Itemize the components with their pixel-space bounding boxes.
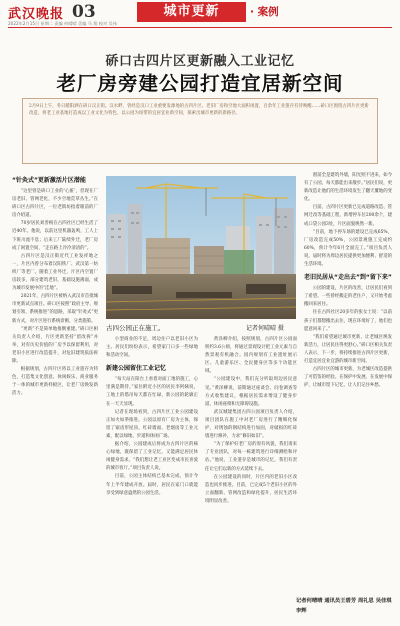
news-photo [106,176,296,319]
body-paragraph: 黄泽柳介绍，按照规划，古四片区公园面积约3.6公顷，将通过景观设计把工业元素与自然景观有机融合。园内规划有工业遗址展示区、儿童游乐区、全民健身区等多个功能区域。 [205,337,297,375]
sub-section-label: · 案例 [250,6,279,18]
body-paragraph: 据介绍，公园建成后将成为古四片区的核心绿地，既保留了工业记忆，又能满足居民休闲健身需求。“我们想让老工业区变成市民喜爱的城市客厅。”项目负责人说。 [106,442,198,472]
text-column-3 [205,336,297,620]
masthead [0,0,400,30]
newspaper-logo: 武汉晚报 [8,7,65,22]
masthead-rule [8,27,392,28]
body-paragraph: 住在古四社区20多年的张女士说：“以前孩子们都想搬出去住，现在环境好了，他们也愿意回来了。” [304,310,392,332]
body-paragraph: “为了保护好老厂房的原有风貌，我们请来了专业团队，对每一栋建筑进行详细测绘和评估。”他说，工业遗存是城市的记忆，我们有责任让它们以新的方式延续下去。 [205,442,297,472]
headline-kicker: 硚口古四片区更新融入工业记忆 [105,54,295,69]
body-paragraph: 古四片区是汉正街近代工业发祥地之一，片区内曾分布着汉阳铁厂、武汉第一纺织厂等老厂。随着工业外迁，片区内空置厂房较多，部分建筑老旧，基础设施薄弱，成为城市发展中的“洼地”。 [12,253,98,292]
body-paragraph: 70岁居民刘善根在古四社区已经生活了近40年。他说，以前这里机器轰鸣，工人上下班川流不息；后来工厂陆续外迁，老厂房成了闲置空间，“走在路上冷冷清清的”。 [12,221,98,251]
body-paragraph: 目前，古四片区更新已完成道路改造、管网迁改等基础工程，新增停车位200余个，建成口袋公园3处，片区面貌焕然一新。 [304,205,392,227]
section-title: 城市更新 [137,2,246,22]
body-paragraph: 公园的建设，片区的改善，让居民们看到了希望。一些曾经搬走的老住户，又开始考虑搬回来居住。 [304,286,392,308]
text-column-2 [106,336,198,620]
body-paragraph: “这里曾是硚口工业的‘心脏’，但现在厂房老旧、管网老化，不少空地荒草丛生。”在硚口区古四片区，一位老街坊指着眼前的厂房介绍道。 [12,189,98,219]
article-byline: 记者何晴晴 通讯员王碧芳 周礼思 吴佳琪 李辉 [296,598,392,614]
construction-site-image [106,176,296,319]
body-paragraph: “更新”不是简单地推倒重建。”硚口区相关负责人介绍，片区更新坚持“留改拆”并举，对有历史价值的厂房予以保留利用，对老旧小区进行改造提升，对危旧建筑依法拆除。 [12,326,98,364]
body-paragraph: 窗前全是建筑外墙，阳光照不进来，如今有了公园，每天都能出来散步。”居民们说，更新改造让他们的生活环境发生了翻天覆地的变化。 [304,173,392,203]
body-paragraph: “公园建设中，我们充分听取周边居民意见。”黄泽柳说，前期通过座谈会、问卷调查等方式收集建议，根据居民需求增设了健身步道、休闲座椅和无障碍设施。 [205,377,297,407]
body-paragraph: 根据规划，古四片区将以工业遗存为特色，打造集文化创意、休闲娱乐、商业服务于一体的城市更新样板区，让老厂房焕发新活力。 [12,367,98,397]
text-column-4 [304,172,392,592]
lede-text: 2月9日上午，冬日暖阳洒在硚口汉正街。汉水畔，曾经是汉口工业重要发源地的古四片区。老旧厂房和空地大面积闲置，百余年工业遗存有待唤醒……硚口区围绕古四片区更新改造，将老工业基地打造成以工业文化为特色、以公园为纽带的宜居宜业新空间，探索出城市更新的新路径。 [29,104,369,117]
body-paragraph: 小型商业的不足，周边住户以老旧小区为主。居民们纷纷表示，希望家门口多一些绿地和活动空间。 [106,337,198,359]
text-column-1 [12,172,98,620]
body-paragraph: “每天站在阳台上看着对面工地的施工，心里满是期待。”家住附近小区的居民李阿姨说，工地上的塔吊每天都在忙碌，新公园的轮廓正在一天天显现。 [106,377,198,407]
photo-credit: 记者何晴晴 摄 [246,325,284,332]
page-number: 03 [72,2,96,22]
photo-caption: 古四公园正在施工。 [106,324,165,332]
section-subheading: 新建公园留住工业记忆 [106,365,167,373]
body-paragraph: 记者在现场看到，古四片区工业公园建设正如火如荼推进。公园以原有厂房为主体，保留了锯齿形屋顶、红砖墙面、老烟囱等工业元素，配以绿地、步道和休闲广场。 [106,409,198,439]
body-paragraph: “我们希望通过城市更新，让老城区焕发新活力，让居民住得更舒心。”硚口区相关负责人表示，下一步，将持续推进古四片区更新，打造宜居宜业宜游的城市新空间。 [304,334,392,364]
section-subheading: “针灸式”更新激活片区潜能 [12,177,86,184]
body-paragraph: 在公园建设的同时，片区内的老旧小区改造也同步推进。目前，已完成5个老旧小区的外立面翻新、管网改造和绿化提升，居民生活环境明显改善。 [205,474,297,504]
headline-title: 老厂房旁建公园打造宜居新空间 [56,72,344,95]
body-paragraph: “目前，地下停车场的建设已完成65%，厂房改造完成50%，公园景观施工完成约60%，预计今年6月全面完工。”项目负责人说，届时将为周边居民提供更加便利、舒适的生活环境。 [304,229,392,268]
lede-box [22,98,378,164]
body-paragraph: 目前，公园主体结构已基本完成，预计今年上半年建成开放。届时，居民在家门口就能享受到绿意盎然的公园生活。 [106,474,198,496]
section-subheading: 老旧民居从“走出去”到“留下来” [304,274,392,282]
dateline: 2022年2月15日 星期二 责编 何晴晴 美编 马 翔 校对 吴伟 [8,21,117,26]
body-paragraph: 古四片区的城市更新，为老城区改造提供了可借鉴的经验。在保护中发展、在发展中保护，让城市留下记忆，让人们记住乡愁。 [304,367,392,389]
body-paragraph: 武汉城建集团古四公园项目负责人介绍，项目团队在施工中对老厂房进行了精细化保护，对锈蚀的钢结构进行加固，对破损的红砖墙进行修补，力求“修旧如旧”。 [205,409,297,440]
body-paragraph: 2021年，古四片区被纳入武汉市首批城市更新试点项目。硚口区按照“政府主导、规划引领、系统推进”的思路，采取“针灸式”更新方式，对片区进行系统诊断，分类施策。 [12,294,98,324]
